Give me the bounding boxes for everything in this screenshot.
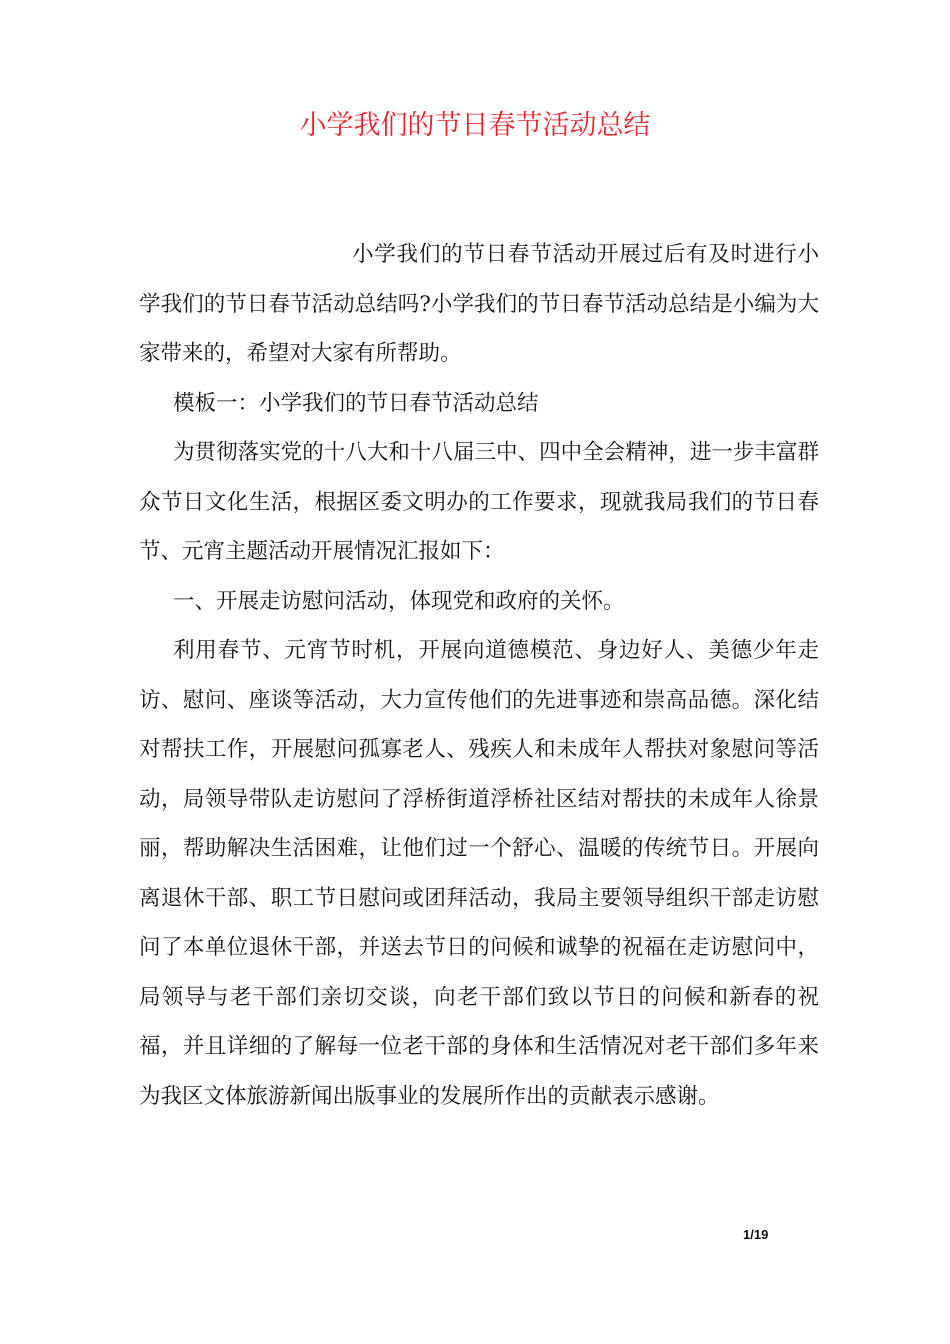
paragraph-section-heading: 一、开展走访慰问活动，体现党和政府的关怀。 bbox=[173, 588, 625, 614]
page-number: 1/19 bbox=[743, 1227, 769, 1242]
paragraph-purpose: 为贯彻落实党的十八大和十八届三中、四中全会精神，进一步丰富群众节日文化生活，根据区委文明办的工作要求，现就我局我们的节日春节、元宵主题活动开展情况汇报如下： bbox=[139, 440, 819, 564]
paragraph-template-heading: 模板一：小学我们的节日春节活动总结 bbox=[173, 390, 539, 416]
paragraph-intro: 小学我们的节日春节活动开展过后有及时进行小学我们的节日春节活动总结吗?小学我们的节日春节活动总结是小编为大家带来的，希望对大家有所帮助。 bbox=[139, 242, 819, 366]
paragraph-visits: 利用春节、元宵节时机，开展向道德模范、身边好人、美德少年走访、慰问、座谈等活动，大力宣传他们的先进事迹和崇高品德。深化结对帮扶工作，开展慰问孤寡老人、残疾人和未成年人帮扶对象慰问等活动，局领导带队走访慰问了浮桥街道浮桥社区结对帮扶的未成年人徐景丽，帮助解决生活困难，让他们过一个舒心、温暖的传统节日。开展向离退休干部、职工节日慰问或团拜活动，我局主要领导组织干部走访慰问了本单位退休干部，并送去节日的问候和诚挚的祝福在走访慰问中，局领导与老干部们亲切交谈，向老干部们致以节日的问候和新春的祝福，并且详细的了解每一位老干部的身体和生活情况对老干部们多年来为我区文体旅游新闻出版事业的发展所作出的贡献表示感谢。 bbox=[139, 638, 819, 1109]
document-title: 小学我们的节日春节活动总结 bbox=[299, 110, 651, 141]
document-body bbox=[139, 230, 819, 1121]
